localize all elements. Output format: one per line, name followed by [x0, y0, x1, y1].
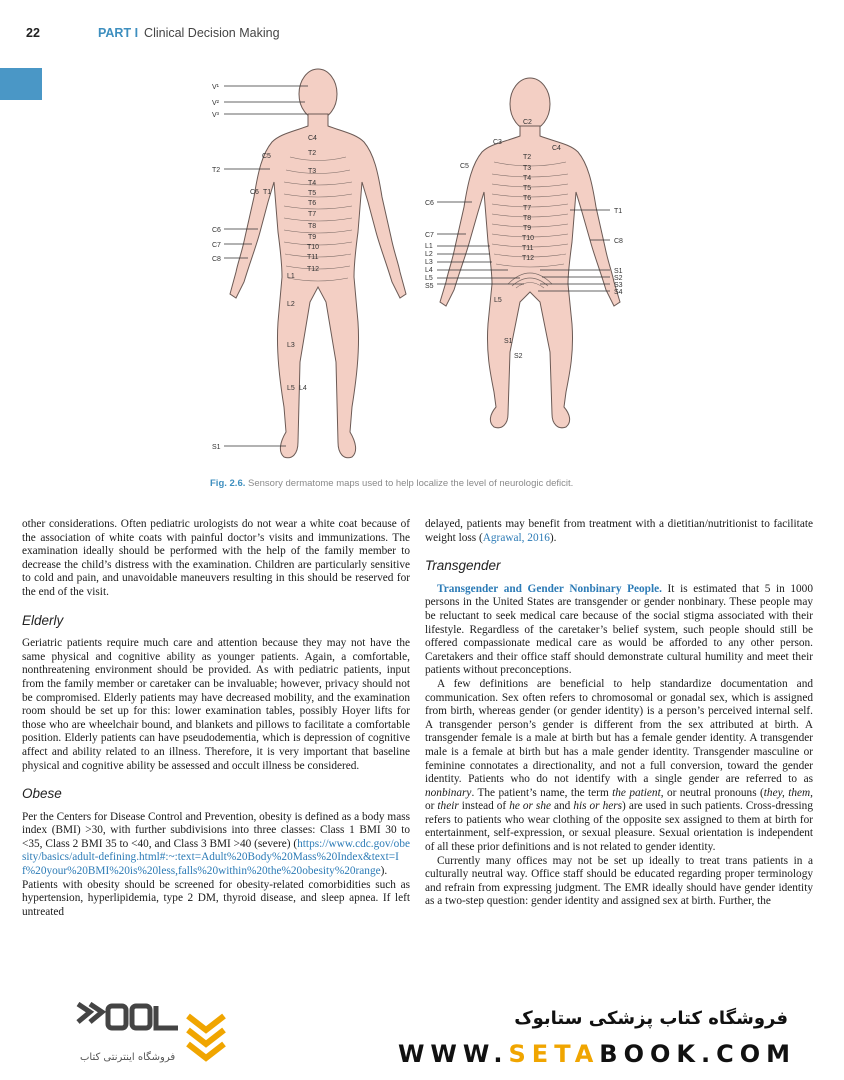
- paragraph-transgender-1: Transgender and Gender Nonbinary People. It is estimated that 5 in 1000 persons in the United States are transgender or gender nonbinary. These people may be reluctant to seek medical care because of the social stigma associated with their lifestyle. Regardless of the caretaker’s belief system, such people should still be offered compassionate medical care as would be afforded to any other person. Caretakers and their office staff should demonstrate cultural humility and meet their patients without preconceptions.: [425, 582, 813, 677]
- back-body-t7: T7: [523, 205, 532, 212]
- runin-heading-transgender: Transgender and Gender Nonbinary People.: [437, 582, 662, 595]
- back-label-s3: S3: [614, 282, 623, 289]
- back-label-c3: C3: [493, 139, 502, 146]
- shop-name: فروشگاه کتاب پزشکی ستابوک: [514, 1008, 788, 1029]
- front-label-c6: C6: [212, 227, 221, 234]
- front-label-s1: S1: [212, 444, 221, 451]
- back-body-t8: T8: [523, 215, 532, 222]
- back-body-t2: T2: [523, 154, 532, 161]
- front-label-v3: V³: [212, 112, 219, 119]
- heading-obese: Obese: [22, 786, 62, 802]
- back-label-l4: L4: [425, 267, 433, 274]
- setabook-logo-icon: [70, 1002, 240, 1074]
- back-body-t5: T5: [523, 185, 532, 192]
- paragraph-obese-cont: delayed, patients may benefit from treatment with a dietitian/nutritionist to facilitate weight loss (Agrawal, 2016).: [425, 518, 813, 544]
- front-label-t2-left: T2: [212, 167, 221, 174]
- front-body-l1: L1: [287, 273, 295, 280]
- back-body-t12: T12: [522, 255, 535, 262]
- front-body-t5: T5: [308, 190, 317, 197]
- dermatome-figure: [190, 62, 650, 472]
- front-body-t4: T4: [308, 180, 317, 187]
- back-label-s4: S4: [614, 289, 623, 296]
- front-body-c5: C5: [262, 153, 271, 160]
- front-body-c4: C4: [308, 135, 317, 142]
- page-number: 22: [26, 26, 40, 40]
- shop-url: WWW.SETABOOK.COM: [397, 1040, 796, 1068]
- front-body-t2: T2: [308, 150, 317, 157]
- back-label-l1: L1: [425, 243, 433, 250]
- back-body-c2: C2: [523, 119, 532, 126]
- front-body-t9: T9: [308, 234, 317, 241]
- front-body-t7: T7: [308, 211, 317, 218]
- back-label-c6: C6: [425, 200, 434, 207]
- running-header: [26, 26, 280, 40]
- figure-caption: [210, 478, 573, 489]
- back-body-t6: T6: [523, 195, 532, 202]
- right-column: [425, 518, 813, 909]
- back-label-c8: C8: [614, 238, 623, 245]
- paragraph-obese: Per the Centers for Disease Control and Prevention, obesity is defined as a body mass index (BMI) >30, with further subdivisions into three classes: Class 1 BMI 30 to <35, Class 2 BMI 35 to <40, and Class 3 BMI >40 (severe) (https://www.cdc.gov/obesity/basics/adult-defining.html#:~:text=Adult%20Body%20Mass%20Index&text=If%20your%20BMI%20is%20less,falls%20within%20the%20obesity%20range). Patients with obesity should be screened for obesity-related comorbidities such as hypertension, hyperlipidemia, type 2 DM, thyroid disease, and sleep apnea. If left untreated: [22, 810, 410, 918]
- back-body-s2: S2: [514, 353, 523, 360]
- back-body-s1: S1: [504, 338, 513, 345]
- back-label-l5: L5: [425, 275, 433, 282]
- front-body-l3: L3: [287, 342, 295, 349]
- back-body-t4: T4: [523, 175, 532, 182]
- back-label-c5: C5: [460, 163, 469, 170]
- figure-caption-text: Sensory dermatome maps used to help localize the level of neurologic deficit.: [248, 478, 574, 489]
- figure-caption-label: Fig. 2.6.: [210, 478, 246, 489]
- front-body-l4: L4: [299, 385, 307, 392]
- back-body-l5: L5: [494, 297, 502, 304]
- front-label-v1: V¹: [212, 84, 219, 91]
- front-body-t10: T10: [307, 244, 320, 251]
- front-label-c8: C8: [212, 256, 221, 263]
- part-label: PART I Clinical Decision Making: [98, 26, 280, 40]
- front-body-l2: L2: [287, 301, 295, 308]
- back-body-t9: T9: [523, 225, 532, 232]
- front-body-t11: T11: [307, 254, 319, 261]
- paragraph-transgender-2: A few definitions are beneficial to help standardize documentation and communication. Sex often refers to chromosomal or gonadal sex, which is assigned from birth, whereas gender (or gender identity) is a person’s perceived internal self. A transgender person’s gender is different from the sex attributed at birth. A transgender female is a male at birth but has a female gender identity. A transgender male is a female at birth but has a male gender identity. Transgender masculine or feminine connotates a directionality, and not a full conversion, toward the gender identity. Patients who do not identify with a single gender are referred to as nonbinary. The patient’s name, the term the patient, or neutral pronouns (they, them, or their instead of he or she and his or hers) are used in such patients. Cross-dressing refers to patients who wear clothing of the opposite sex assigned to them at birth for entertainment, self-expression, or sexual pleasure. Sexual orientation is independent of all these prior definitions and is not related to gender identity.: [425, 677, 813, 854]
- section-title: Clinical Decision Making: [144, 26, 280, 40]
- front-body-t3: T3: [308, 168, 317, 175]
- front-body-t8: T8: [308, 223, 317, 230]
- cdc-obesity-link[interactable]: https://www.cdc.gov/obesity/basics/adult-defining.html#:~:text=Adult%20Body%20Mass%20Index&text=If%20your%20BMI%20is%20less,falls%20within%20the%20obesity%20range: [22, 837, 410, 878]
- back-label-c7: C7: [425, 232, 434, 239]
- back-body-t3: T3: [523, 165, 532, 172]
- back-label-s5: S5: [425, 283, 434, 290]
- heading-elderly: Elderly: [22, 612, 64, 628]
- back-label-s1: S1: [614, 268, 623, 275]
- back-label-c4: C4: [552, 145, 561, 152]
- front-body-t6: T6: [308, 200, 317, 207]
- front-body-t12: T12: [307, 266, 320, 273]
- front-body-c6: C6: [250, 189, 259, 196]
- front-head: [299, 69, 337, 119]
- front-label-v2: V²: [212, 100, 219, 107]
- front-label-c7: C7: [212, 242, 221, 249]
- paragraph-pediatric-end: other considerations. Often pediatric urologists do not wear a white coat because of the association of white coats with painful doctor’s visits and immunizations. The examination ideally should be performed with the help of the family member to decrease the child’s distress with the examination. Children are particularly sensitive to cold and pain, and unavoidable maneuvers resulting in this should be reserved for the end of the visit.: [22, 518, 410, 598]
- back-body-t10: T10: [522, 235, 535, 242]
- back-label-t1: T1: [614, 208, 623, 215]
- front-body-t1: T1: [263, 189, 272, 196]
- chapter-tab: [0, 68, 42, 100]
- paragraph-elderly: Geriatric patients require much care and attention because they may not have the same physical and cognitive ability as younger patients. Again, a comfortable, nonthreatening environment should be provided. As with pediatric patients, input from the family member or caretaker can be invaluable; however, privacy should not be compromised. Elderly patients may have decreased mobility, and the examination room should be set up for this: lower examination tables, possibly Hoyer lifts for those who are wheelchair bound, and blankets and pillows to facilitate a comfortable position. Elderly patients can have pseudodementia, which is depression of cognitive affect and ability related to an illness. Therefore, it is very important that baseline physical and cognitive ability be assessed and occult illness be considered.: [22, 637, 410, 772]
- watermark-banner: [0, 990, 844, 1080]
- back-body-t11: T11: [522, 245, 534, 252]
- left-column: [22, 518, 410, 919]
- logo-subtitle: فروشگاه اینترنتی کتاب: [80, 1052, 176, 1063]
- citation-agrawal-link[interactable]: Agrawal, 2016: [482, 531, 550, 544]
- front-body-l5: L5: [287, 385, 295, 392]
- heading-transgender: Transgender: [425, 558, 501, 574]
- front-body: [230, 114, 406, 458]
- paragraph-transgender-3: Currently many offices may not be set up ideally to treat trans patients in a culturally neutral way. Office staff should be educated regarding proper terminology and refrain from expressing judgment. The EMR ideally should have gender identity as a two-step question: gender identity and assigned sex at birth. Further, the: [425, 854, 813, 908]
- back-label-l3: L3: [425, 259, 433, 266]
- back-label-l2: L2: [425, 251, 433, 258]
- back-label-s2: S2: [614, 275, 623, 282]
